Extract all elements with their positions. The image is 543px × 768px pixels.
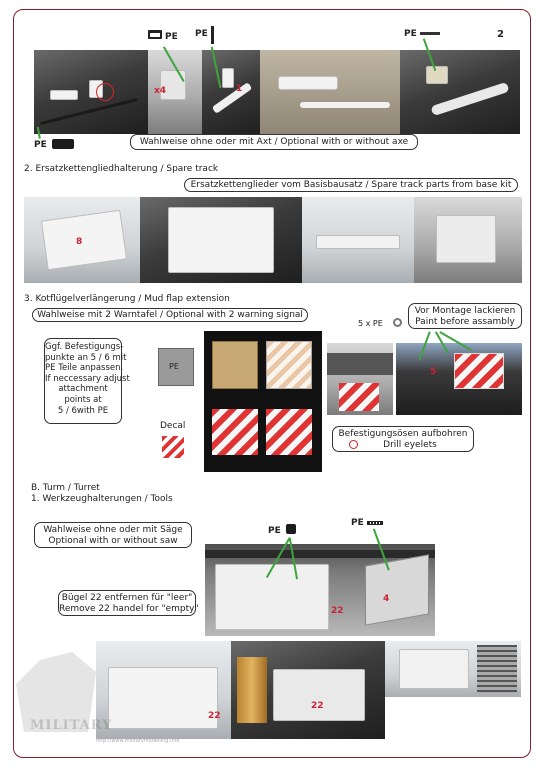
section-heading-mud-flap bbox=[24, 294, 230, 305]
drill-note-de: Befestigungsösen aufbohren bbox=[338, 429, 468, 439]
note-line: If neccessary adjust bbox=[45, 373, 130, 384]
part-mark: 22 bbox=[331, 606, 344, 616]
photo-mud-flap-1 bbox=[327, 343, 393, 415]
note-line: punkte an 5 / 6 mit bbox=[45, 352, 127, 363]
note-line: PE Teile anpassen. bbox=[45, 363, 124, 374]
pe-plate bbox=[158, 348, 194, 386]
section-heading-spare-track bbox=[24, 164, 218, 175]
note-line: 5 / 6with PE bbox=[57, 405, 109, 416]
pe-count-label: 5 x PE bbox=[358, 319, 383, 328]
photo-spare-track-3 bbox=[302, 197, 414, 283]
photo-spare-track-1 bbox=[24, 197, 140, 283]
paint-before-assembly-note bbox=[408, 303, 522, 329]
photo-warning-signs bbox=[204, 331, 322, 472]
adjust-attachment-note bbox=[44, 338, 130, 424]
photo-axe-mount-2 bbox=[148, 50, 202, 134]
photo-axe-mount-1 bbox=[34, 50, 148, 134]
drill-eyelets-note bbox=[332, 426, 474, 452]
saw-note-de: Wahlweise ohne oder mit Säge bbox=[43, 525, 183, 535]
subsection-heading-tools bbox=[31, 494, 173, 505]
photo-turret-tools-1 bbox=[96, 641, 231, 739]
part-mark: 4 bbox=[383, 594, 390, 604]
photo-turret-tools-main bbox=[205, 544, 435, 636]
part-mark: 22 bbox=[208, 711, 221, 721]
photo-mud-flap-2 bbox=[396, 343, 522, 415]
pe-clip-icon bbox=[286, 524, 296, 534]
drill-note-en: Drill eyelets bbox=[383, 440, 437, 450]
page-number: 2 bbox=[497, 29, 504, 40]
section-title: Ersatzkettengliedhalterung / Spare track bbox=[35, 164, 219, 174]
section-title: Kotflügelverlängerung / Mud flap extension bbox=[35, 294, 230, 304]
pe-label: PE bbox=[351, 518, 364, 528]
photo-axe-mount-5 bbox=[400, 50, 520, 134]
part-mark: 8 bbox=[76, 237, 83, 247]
pe-latch-icon bbox=[52, 139, 74, 149]
pe-bar-icon bbox=[420, 32, 440, 35]
pe-ring-icon bbox=[393, 318, 402, 327]
decal-label: Decal bbox=[160, 421, 186, 431]
watermark-url: http://www.militarymodelling.info bbox=[96, 738, 180, 744]
paint-note-de: Vor Montage lackieren bbox=[414, 306, 516, 316]
photo-spare-track-2 bbox=[140, 197, 302, 283]
saw-note-en: Optional with or without saw bbox=[48, 536, 178, 546]
axe-option-caption: Wahlweise ohne oder mit Axt / Optional with or without axe bbox=[130, 134, 418, 150]
photo-turret-tools-3 bbox=[385, 641, 521, 697]
remove-handle-note bbox=[58, 590, 199, 616]
pe-label: PE bbox=[165, 32, 178, 42]
pe-label: PE bbox=[268, 526, 281, 536]
pe-rod-icon bbox=[211, 26, 214, 44]
pe-part-icon bbox=[148, 30, 162, 39]
pe-label: PE bbox=[195, 29, 208, 39]
pe-label: PE bbox=[34, 140, 47, 150]
photo-axe-mount-4 bbox=[260, 50, 400, 134]
part-mark: x4 bbox=[154, 86, 167, 96]
part-mark: 22 bbox=[311, 701, 324, 711]
part-mark: 1 bbox=[236, 84, 243, 94]
warning-sign-option-note: Wahlweise mit 2 Warntafel / Optional with 2 warning signal bbox=[32, 308, 308, 322]
subsection-title: Werkzeughalterungen / Tools bbox=[42, 494, 173, 504]
subsection-number: 1. bbox=[31, 494, 40, 504]
pe-strip-icon bbox=[367, 521, 383, 525]
spare-track-note: Ersatzkettenglieder vom Basisbausatz / Spare track parts from base kit bbox=[184, 178, 518, 192]
pe-label: PE bbox=[404, 29, 417, 39]
section-letter: B. bbox=[31, 483, 41, 493]
section-title: Turm / Turret bbox=[42, 483, 100, 493]
note-line: points at bbox=[64, 394, 102, 405]
section-number: 3. bbox=[24, 294, 33, 304]
section-number: 2. bbox=[24, 164, 33, 174]
watermark-brand: MILITARY bbox=[30, 718, 113, 733]
part-mark: 5 bbox=[430, 367, 437, 377]
photo-axe-mount-3 bbox=[202, 50, 260, 134]
decal-warning-sign bbox=[162, 436, 184, 458]
note-line: Ggf. Befestigungs- bbox=[45, 342, 124, 352]
handle-note-de: Bügel 22 entfernen für "leer" bbox=[61, 593, 193, 603]
handle-note-en: Remove 22 handel for "empty" bbox=[59, 604, 199, 614]
section-heading-turret bbox=[31, 483, 100, 494]
photo-turret-tools-2 bbox=[231, 641, 385, 739]
note-line: attachment bbox=[58, 384, 108, 395]
saw-option-note bbox=[34, 522, 192, 548]
paint-note-en: Paint before assambly bbox=[415, 317, 515, 327]
pe-plate-label: PE bbox=[169, 362, 179, 371]
drill-circle-icon bbox=[349, 440, 358, 449]
photo-spare-track-4 bbox=[414, 197, 522, 283]
